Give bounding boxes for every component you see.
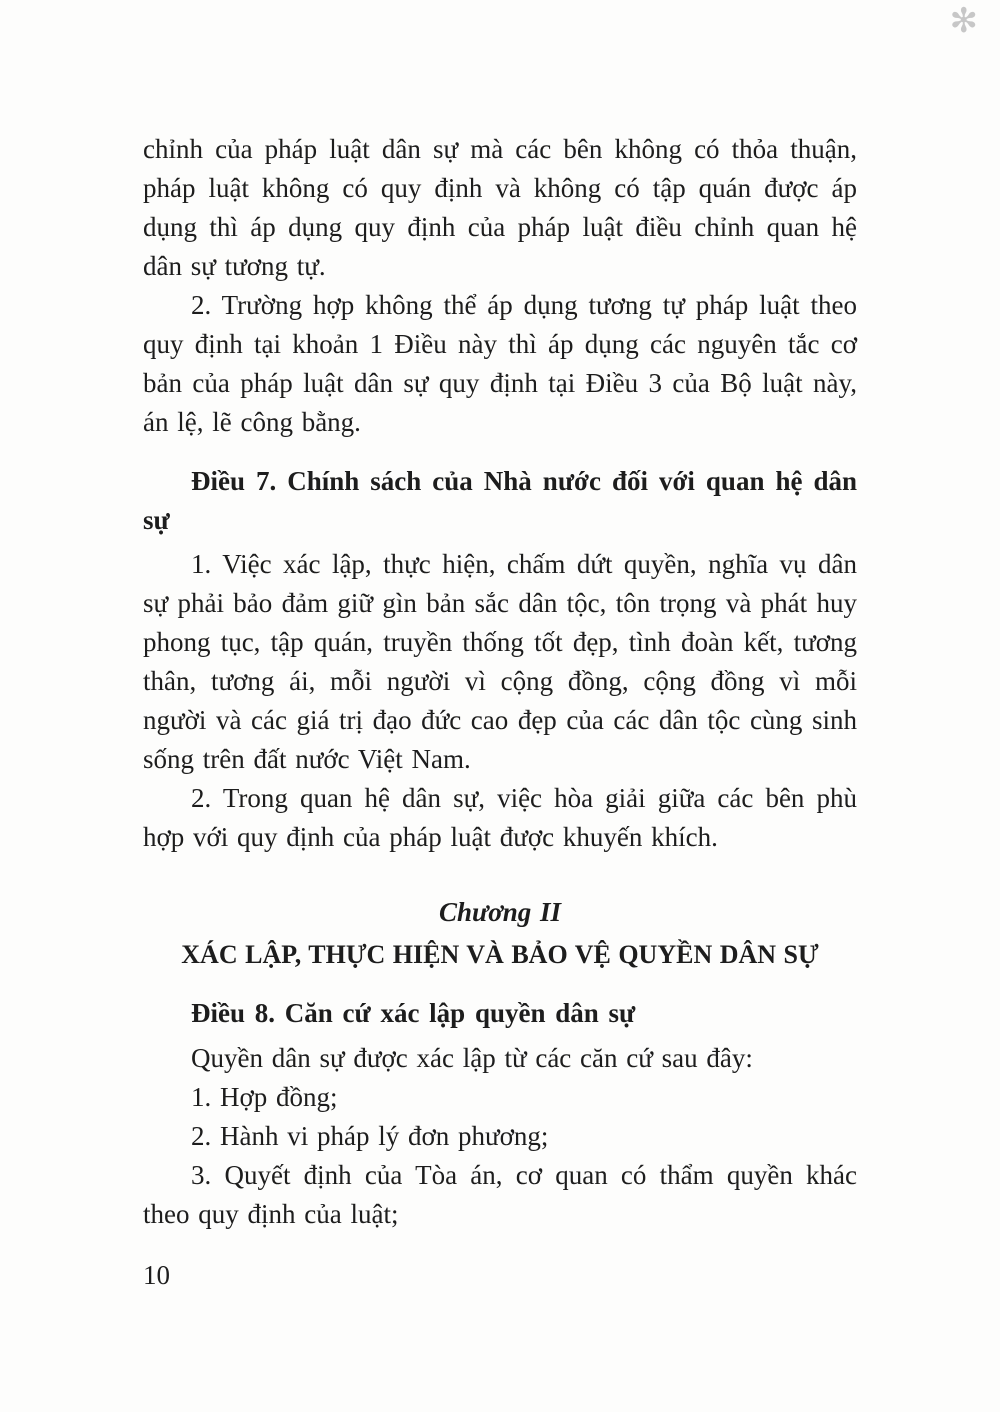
body-paragraph: 3. Quyết định của Tòa án, cơ quan có thẩm quyền khác theo quy định của luật; <box>143 1160 857 1229</box>
chapter-label: Chương II <box>439 897 561 927</box>
body-paragraph: Quyền dân sự được xác lập từ các căn cứ sau đây: <box>191 1043 753 1073</box>
article-heading: Điều 8. Căn cứ xác lập quyền dân sự <box>191 998 636 1028</box>
page-number: 10 <box>143 1260 170 1290</box>
body-paragraph: 1. Hợp đồng; <box>191 1082 338 1112</box>
body-paragraph: 2. Hành vi pháp lý đơn phương; <box>191 1121 549 1151</box>
body-paragraph: 2. Trong quan hệ dân sự, việc hòa giải giữa các bên phù hợp với quy định của pháp luật được khuyến khích. <box>143 783 857 852</box>
article-heading: Điều 7. Chính sách của Nhà nước đối với quan hệ dân sự <box>143 466 857 535</box>
body-paragraph: 1. Việc xác lập, thực hiện, chấm dứt quyền, nghĩa vụ dân sự phải bảo đảm giữ gìn bản sắc dân tộc, tôn trọng và phát huy phong tục, tập quán, truyền thống tốt đẹp, tình đoàn kết, tương thân, tương ái, mỗi người vì cộng đồng, cộng đồng vì mỗi người và các giá trị đạo đức cao đẹp của các dân tộc cùng sinh sống trên đất nước Việt Nam. <box>143 549 857 774</box>
body-paragraph: chỉnh của pháp luật dân sự mà các bên không có thỏa thuận, pháp luật không có quy định và không có tập quán được áp dụng thì áp dụng quy định của pháp luật điều chỉnh quan hệ dân sự tương tự. <box>143 134 857 281</box>
chapter-title: XÁC LẬP, THỰC HIỆN VÀ BẢO VỆ QUYỀN DÂN SỰ <box>181 940 819 969</box>
flower-ornament-icon: ✻ <box>949 3 978 40</box>
page-body <box>143 130 857 1234</box>
body-paragraph: 2. Trường hợp không thể áp dụng tương tự pháp luật theo quy định tại khoản 1 Điều này thì áp dụng các nguyên tắc cơ bản của pháp luật dân sự quy định tại Điều 3 của Bộ luật này, án lệ, lẽ công bằng. <box>143 290 857 437</box>
